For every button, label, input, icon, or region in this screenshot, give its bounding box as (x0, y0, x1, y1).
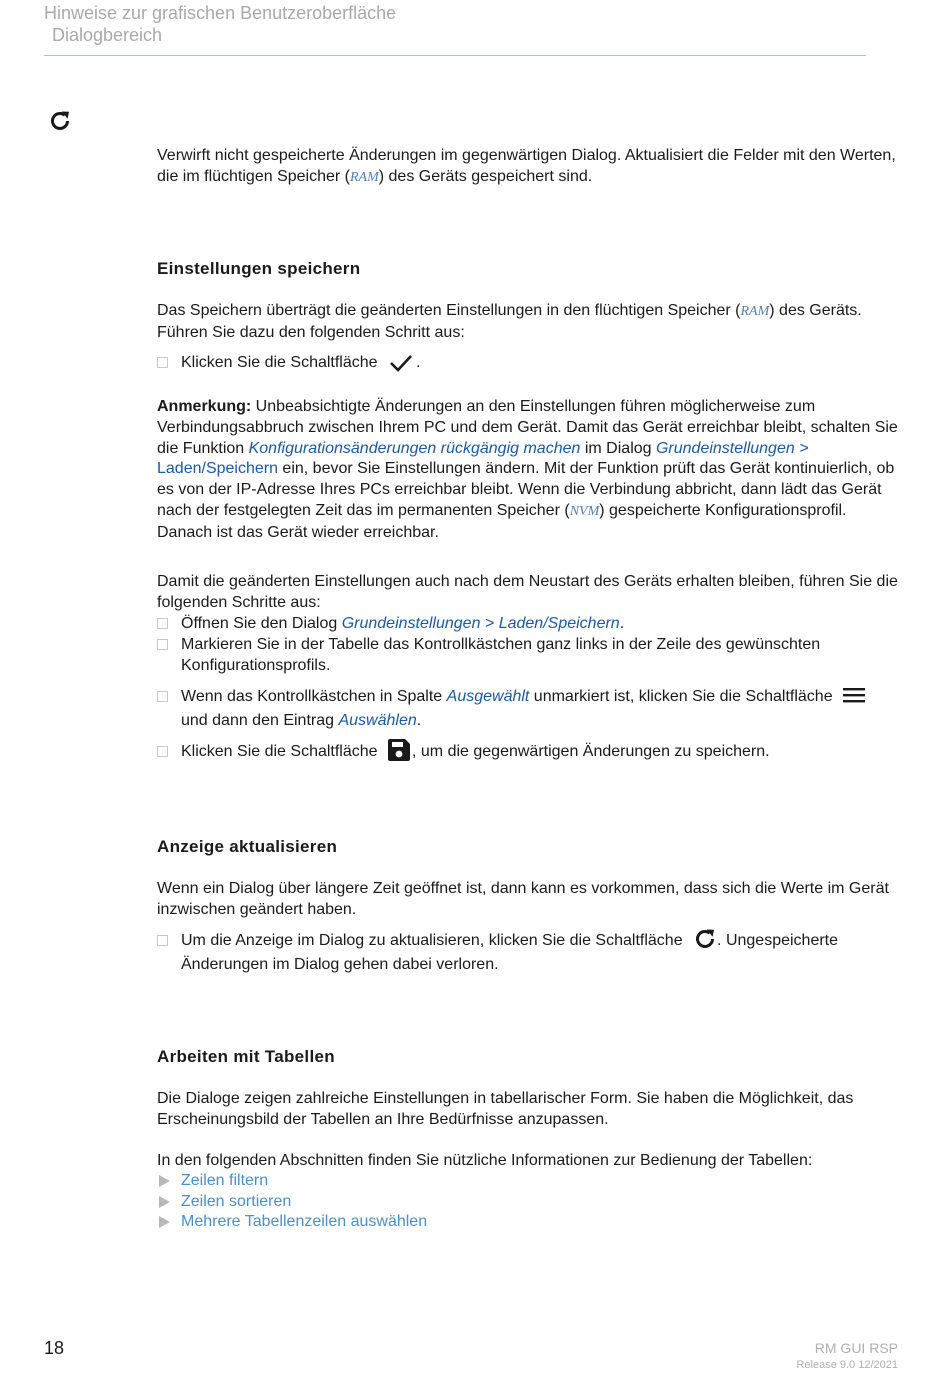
link-filter-rows[interactable]: Zeilen filtern (157, 1171, 268, 1192)
link-sort-rows[interactable]: Zeilen sortieren (157, 1192, 291, 1213)
refresh-intro-paragraph: Wenn ein Dialog über längere Zeit geöffnet ist, dann kann es vorkommen, dass sich die Werte im Gerät inzwischen geändert haben. (157, 880, 889, 918)
step-bullet (157, 639, 168, 650)
step-refresh-cont: Änderungen im Dialog gehen dabei verloren. (181, 956, 499, 973)
triangle-right-icon (159, 1216, 170, 1228)
nvm-abbr: NVM (569, 503, 600, 519)
link-select-multiple-rows[interactable]: Mehrere Tabellenzeilen auswählen (157, 1212, 427, 1233)
ram-abbr: RAM (349, 169, 379, 185)
triangle-right-icon (159, 1175, 170, 1187)
page-number: 18 (44, 1338, 65, 1358)
link-select[interactable]: Auswählen (338, 712, 417, 729)
tables-intro-paragraph: Die Dialoge zeigen zahlreiche Einstellungen in tabellarischer Form. Sie haben die Möglichkeit, das Erscheinungsbild der Tabellen an Ihre Bedürfnisse anzupassen. (157, 1090, 854, 1128)
link-config-revert[interactable]: Konfigurationsänderungen rückgängig machen (248, 439, 581, 457)
tables-sections-paragraph: In den folgenden Abschnitten finden Sie nützliche Informationen zur Bedienung der Tabellen: (157, 1152, 813, 1169)
refresh-icon (693, 927, 717, 951)
save-intro-paragraph: Das Speichern überträgt die geänderten Einstellungen in den flüchtigen Speicher (RAM) des Geräts. Führen Sie dazu den folgenden Schritt aus: (157, 302, 862, 341)
link-selected[interactable]: Ausgewählt (446, 688, 530, 705)
refresh-icon (48, 109, 72, 133)
step-save: Klicken Sie die Schaltfläche , um die gegenwärtigen Änderungen zu speichern. (157, 741, 899, 763)
step-bullet (157, 935, 168, 946)
step-open-dialog: Öffnen Sie den Dialog Grundeinstellungen > Laden/Speichern. (157, 613, 899, 634)
step-bullet (157, 357, 168, 368)
step-refresh: Um die Anzeige im Dialog zu aktualisieren, klicken Sie die Schaltfläche . Ungespeicherte (157, 930, 899, 951)
heading-save-settings: Einstellungen speichern (157, 259, 361, 278)
triangle-right-icon (159, 1196, 170, 1208)
step-select-entry-cont: und dann den Eintrag Auswählen. (181, 712, 422, 729)
intro-paragraph: Verwirft nicht gespeicherte Änderungen im gegenwärtigen Dialog. Aktualisiert die Felder mit den Werten, die im flüchtigen Speicher (RAM) des Geräts gespeichert sind. (157, 147, 896, 185)
link-basic-settings-load-save[interactable]: Grundeinstellungen > Laden/Speichern (341, 615, 620, 632)
header-chapter: Hinweise zur grafischen Benutzeroberfläche (44, 3, 397, 23)
checkmark-icon (388, 352, 414, 374)
ram-abbr: RAM (740, 304, 770, 319)
header-section: Dialogbereich (52, 25, 163, 45)
save-disk-icon (386, 737, 412, 763)
note-label: Anmerkung: (157, 398, 252, 415)
step-click-checkmark: Klicken Sie die Schaltfläche . (157, 352, 899, 374)
heading-refresh-display: Anzeige aktualisieren (157, 837, 338, 856)
note-paragraph: Anmerkung: Unbeabsichtigte Änderungen an den Einstellungen führen möglicherweise zum Verbindungsabbruch zwischen Ihrem PC und dem Gerät. Damit das Gerät erreichbar bleibt, schalten Sie die Funktion Konfigurationsänderungen rückgängig machen im Dialog Grundeinstellungen > Laden/Speichern ein, bevor Sie Einstellungen ändern. Mit der Funktion prüft das Gerät kontinuierlich, ob es von der IP-Adresse Ihres PCs erreichbar bleibt. Wenn die Verbindung abbricht, dann lädt das Gerät nach der festgelegten Zeit das im permanenten Speicher (NVM) gespeicherte Konfigurationsprofil. Danach ist das Gerät wieder erreichbar. (157, 398, 898, 541)
footer-release: Release 9.0 12/2021 (796, 1359, 898, 1371)
link-basic-settings[interactable]: Grundeinstellungen > (655, 439, 809, 457)
header-divider (44, 55, 866, 56)
link-load-save[interactable]: Laden/Speichern (157, 460, 278, 478)
step-bullet (157, 746, 168, 757)
running-header (44, 2, 396, 46)
persist-paragraph: Damit die geänderten Einstellungen auch nach dem Neustart des Geräts erhalten bleiben, führen Sie die folgenden Schritte aus: (157, 573, 898, 611)
step-select-entry: Wenn das Kontrollkästchen in Spalte Ausgewählt unmarkiert ist, klicken Sie die Schaltfläche (157, 686, 899, 707)
footer-document: RM GUI RSP (814, 1340, 898, 1356)
step-bullet (157, 691, 168, 702)
step-bullet (157, 618, 168, 629)
step-mark-checkbox: Markieren Sie in der Tabelle das Kontrollkästchen ganz links in der Zeile des gewünschten Konfigurationsprofils. (157, 634, 899, 676)
heading-working-with-tables: Arbeiten mit Tabellen (157, 1047, 335, 1066)
hamburger-menu-icon (841, 685, 867, 705)
